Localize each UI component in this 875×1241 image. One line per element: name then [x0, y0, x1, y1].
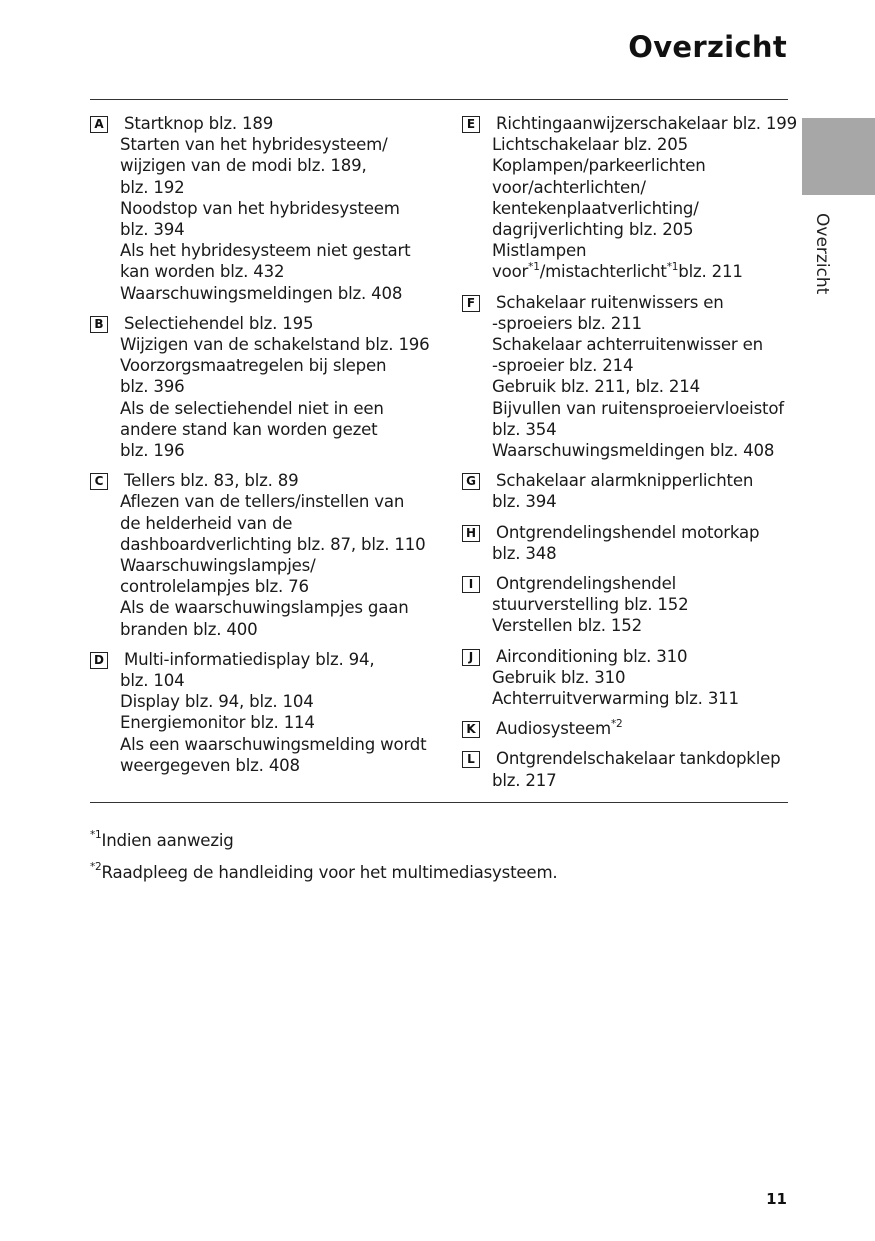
entry-line: Waarschuwingsmeldingen blz. 408: [120, 283, 403, 303]
entry-heading: Ontgrendelschakelaar tankdopklep: [496, 749, 781, 769]
callout-letter-box: E: [462, 116, 480, 133]
entry-heading: Airconditioning blz. 310: [496, 646, 688, 666]
entry-line-text: /mistachterlicht: [539, 262, 667, 282]
entry-line: blz. 394: [492, 492, 557, 512]
entry-c: [90, 470, 430, 640]
entry-a: [90, 113, 430, 304]
entry-l: [462, 748, 792, 790]
entry-h: [462, 522, 792, 564]
right-column: [462, 113, 797, 800]
entry-line: Starten van het hybridesysteem/: [120, 135, 388, 155]
footnote-marker: *1: [666, 260, 679, 273]
entry-line: Voorzorgsmaatregelen bij slepen: [120, 356, 387, 376]
entry-line: dagrijverlichting blz. 205: [492, 220, 694, 240]
callout-letter-box: K: [462, 721, 480, 738]
entry-line: Display blz. 94, blz. 104: [120, 692, 314, 712]
callout-letter-box: L: [462, 751, 480, 768]
entry-line: Als het hybridesysteem niet gestart: [120, 241, 411, 261]
callout-letter-box: C: [90, 473, 108, 490]
entry-lines: [462, 573, 792, 637]
entry-line: [496, 718, 792, 739]
entry-line: Als de selectiehendel niet in een: [120, 398, 384, 418]
entry-line-text: blz. 211: [678, 262, 743, 282]
entry-line: Verstellen blz. 152: [492, 616, 642, 636]
entry-line: Energiemonitor blz. 114: [120, 713, 315, 733]
entry-heading: Ontgrendelingshendel motorkap: [496, 522, 760, 542]
entry-lines: [90, 649, 430, 776]
entry-heading: Richtingaanwijzerschakelaar blz. 199: [496, 114, 797, 133]
entry-line-text: voor: [492, 262, 529, 282]
entry-line: blz. 196: [120, 441, 185, 461]
callout-letter-box: F: [462, 295, 480, 312]
footnote: [90, 830, 557, 851]
entry-heading: Schakelaar ruitenwissers en: [496, 292, 724, 312]
entry-e: [462, 113, 797, 283]
entry-line: -sproeiers blz. 211: [492, 313, 642, 333]
footnote-marker: *2: [90, 861, 102, 874]
footnote-text: Raadpleeg de handleiding voor het multimediasysteem.: [101, 863, 558, 882]
entry-line: Mistlampen: [492, 241, 587, 261]
callout-letter-box: I: [462, 576, 480, 593]
entry-line: Als de waarschuwingslampjes gaan: [120, 598, 409, 618]
entry-line: Waarschuwingslampjes/: [120, 556, 316, 576]
entry-heading: Multi-informatiedisplay blz. 94,: [124, 649, 375, 669]
entry-lines: [462, 522, 792, 564]
entry-line: branden blz. 400: [120, 619, 258, 639]
entry-lines: [462, 646, 792, 710]
entry-lines: [462, 718, 792, 739]
entry-line: Koplampen/parkeerlichten: [492, 156, 706, 176]
entry-line: [492, 261, 792, 282]
entry-line: controlelampjes blz. 76: [120, 577, 309, 597]
entry-line: blz. 217: [492, 770, 557, 790]
entry-line: Waarschuwingsmeldingen blz. 408: [492, 441, 775, 461]
entry-j: [462, 646, 792, 710]
entry-line: kan worden blz. 432: [120, 262, 285, 282]
entry-line: de helderheid van de: [120, 513, 293, 533]
entry-line: Gebruik blz. 310: [492, 667, 626, 687]
entry-line: stuurverstelling blz. 152: [492, 595, 689, 615]
footnote-marker: *2: [610, 717, 623, 730]
callout-letter-box: B: [90, 316, 108, 333]
page-number: 11: [766, 1190, 787, 1208]
bottom-divider: [90, 802, 788, 803]
entry-i: [462, 573, 792, 637]
entry-k: [462, 718, 792, 739]
entry-line: Wijzigen van de schakelstand blz. 196: [120, 335, 430, 355]
entry-line: Als een waarschuwingsmelding wordt: [120, 734, 427, 754]
entry-line: Bijvullen van ruitensproeiervloeistof: [492, 398, 784, 418]
callout-letter-box: J: [462, 649, 480, 666]
entry-line: Noodstop van het hybridesysteem: [120, 198, 400, 218]
entry-line: wijzigen van de modi blz. 189,: [120, 156, 367, 176]
page-title: Overzicht: [628, 30, 787, 64]
callout-letter-box: A: [90, 116, 108, 133]
footnotes: [90, 830, 557, 894]
entry-lines: [90, 470, 430, 640]
entry-lines: [462, 470, 792, 512]
entry-line: Lichtschakelaar blz. 205: [492, 135, 689, 155]
entry-line: dashboardverlichting blz. 87, blz. 110: [120, 534, 426, 554]
footnote-text: Indien aanwezig: [101, 831, 234, 850]
entry-heading: Startknop blz. 189: [124, 114, 274, 133]
callout-letter-box: G: [462, 473, 480, 490]
entry-b: [90, 313, 430, 461]
entry-line: blz. 394: [120, 220, 185, 240]
entry-heading: Selectiehendel blz. 195: [124, 313, 314, 333]
entry-line: voor/achterlichten/: [492, 177, 646, 197]
entry-lines: [462, 748, 792, 790]
footnote-marker: *1: [528, 260, 540, 273]
callout-letter-box: D: [90, 652, 108, 669]
entry-line: -sproeier blz. 214: [492, 356, 634, 376]
entry-heading-text: Audiosysteem: [496, 719, 611, 739]
entry-line: blz. 104: [120, 671, 185, 691]
entry-d: [90, 649, 430, 776]
entry-heading: Ontgrendelingshendel: [496, 574, 677, 594]
entry-line: blz. 348: [492, 543, 557, 563]
entry-line: kentekenplaatverlichting/: [492, 198, 699, 218]
entry-line: andere stand kan worden gezet: [120, 419, 378, 439]
entry-heading: Tellers blz. 83, blz. 89: [124, 471, 299, 491]
footnote-marker: *1: [90, 829, 102, 842]
entry-line: weergegeven blz. 408: [120, 755, 300, 775]
entry-line: Schakelaar achterruitenwisser en: [492, 335, 763, 355]
callout-letter-box: H: [462, 525, 480, 542]
footnote: [90, 862, 557, 883]
entry-heading: Schakelaar alarmknipperlichten: [496, 471, 754, 491]
entry-lines: [462, 113, 797, 283]
entry-line: blz. 192: [120, 177, 185, 197]
entry-line: Gebruik blz. 211, blz. 214: [492, 377, 700, 397]
top-divider: [90, 99, 788, 100]
chapter-tab-label: Overzicht: [812, 213, 832, 295]
entry-lines: [462, 292, 792, 462]
entry-g: [462, 470, 792, 512]
entry-line: Aflezen van de tellers/instellen van: [120, 492, 405, 512]
entry-f: [462, 292, 792, 462]
entry-line: blz. 396: [120, 377, 185, 397]
entry-line: blz. 354: [492, 419, 557, 439]
chapter-tab: [802, 118, 875, 195]
entry-lines: [90, 113, 430, 304]
entry-line: Achterruitverwarming blz. 311: [492, 689, 739, 709]
entry-lines: [90, 313, 430, 461]
left-column: [90, 113, 430, 785]
